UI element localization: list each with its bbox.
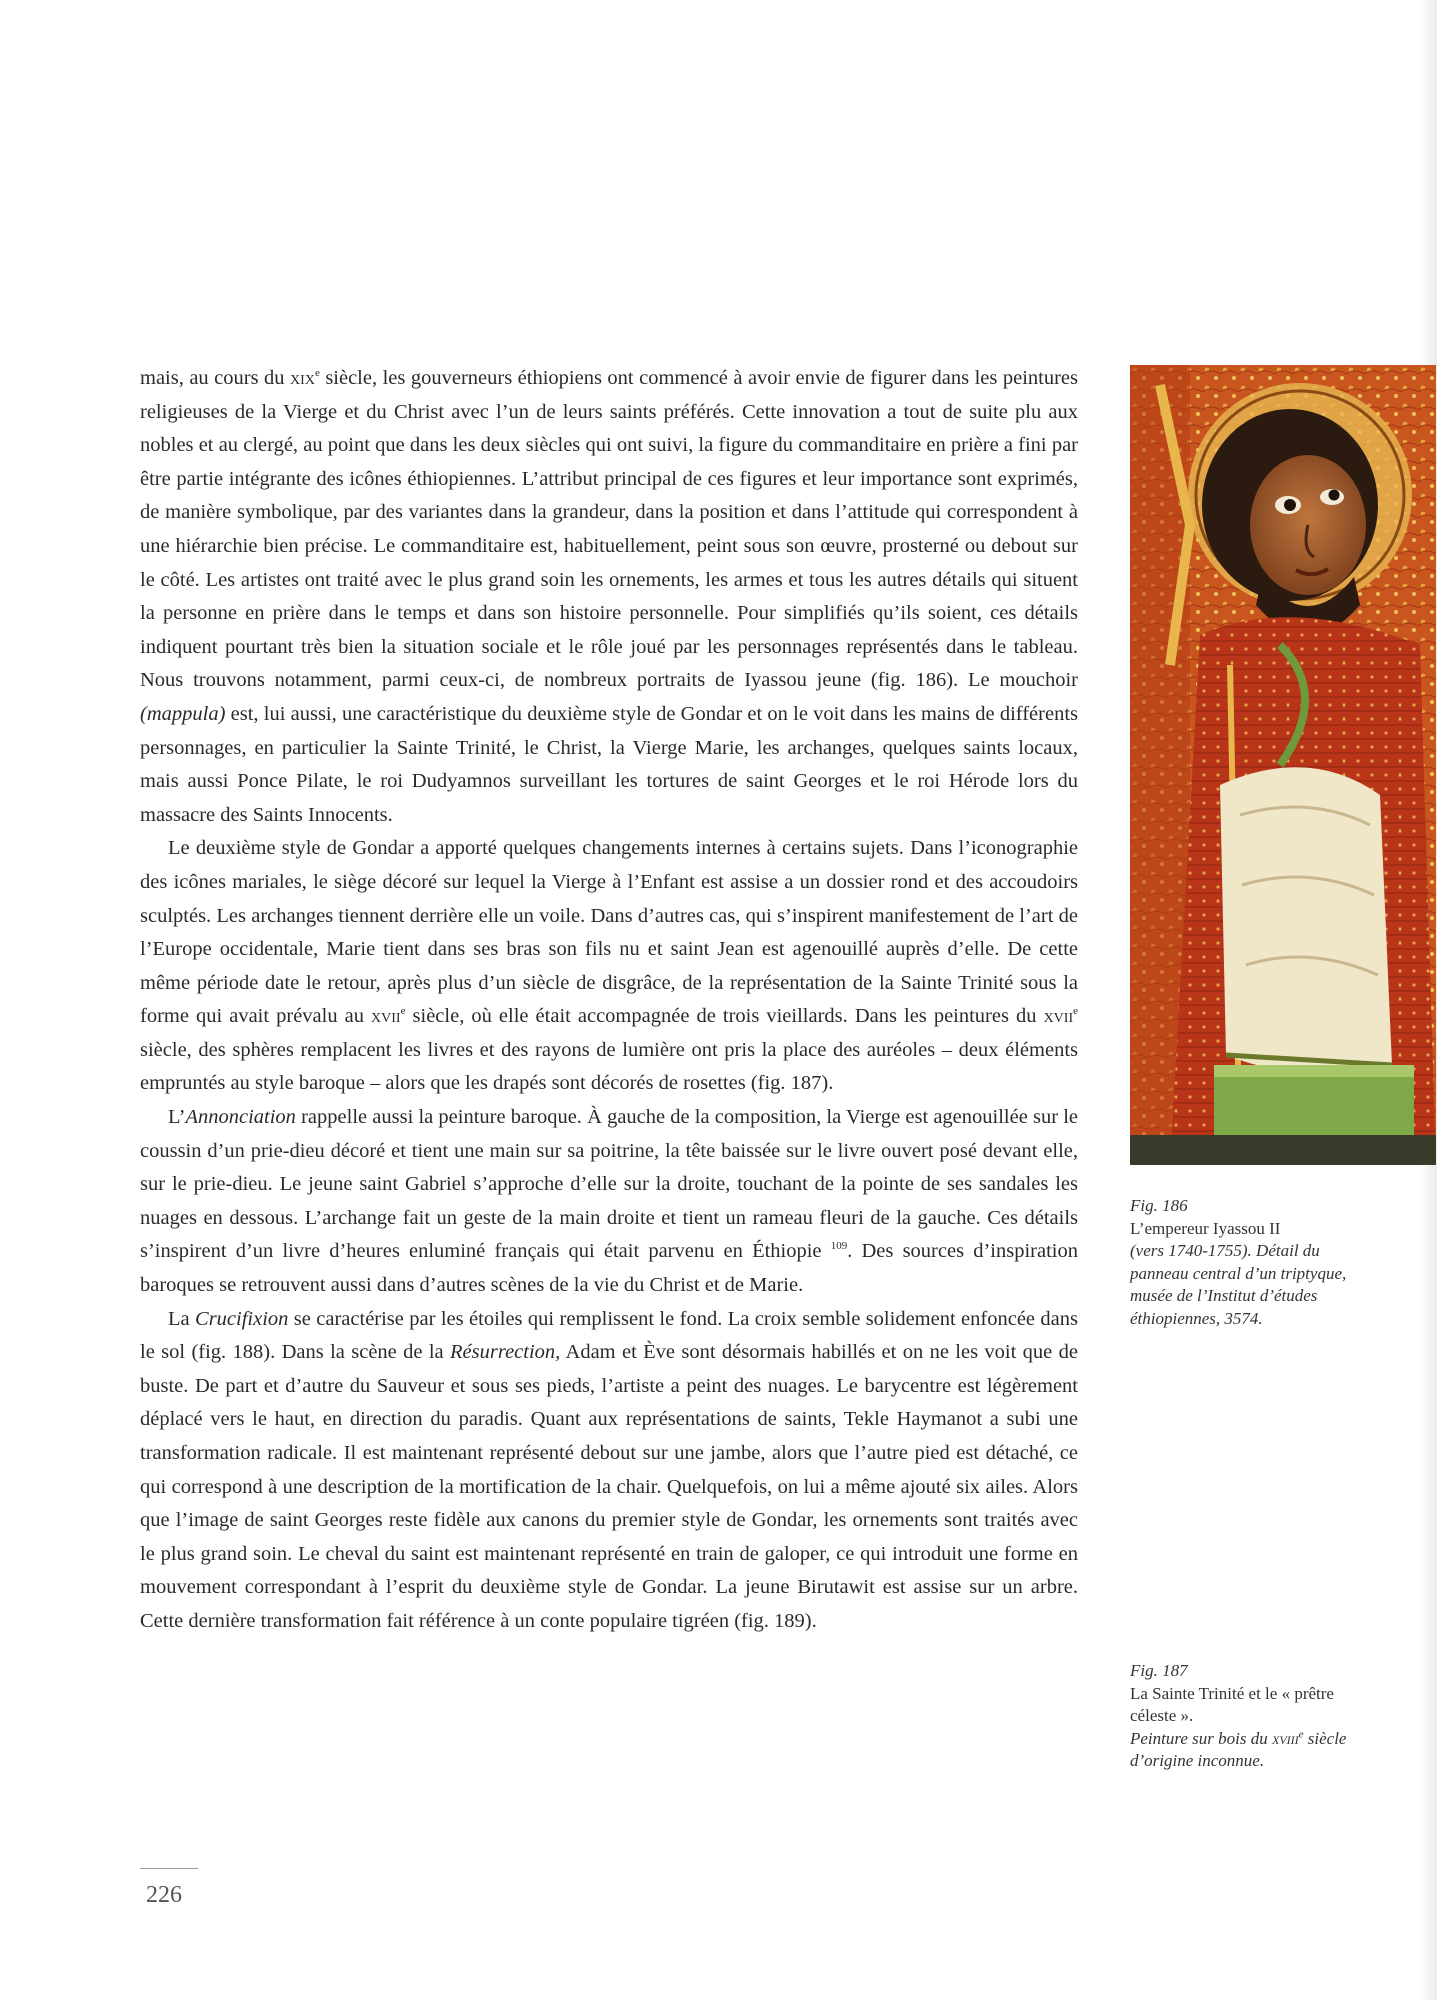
superscript: e (400, 1005, 406, 1018)
text-run: siècle, des sphères remplacent les livres et des rayons de lumière ont pris la place des auréoles – deux éléments empruntés au style baroque – alors que les drapés sont décorés de rosettes (fig. 187). (140, 1038, 1078, 1095)
text-run: siècle, les gouverneurs éthiopiens ont commencé à avoir envie de figurer dans les peintures religieuses de la Vierge et du Christ avec l’un de leurs saints préférés. Cette innovation a tout de suite plu aux nobles et au clergé, au point que dans les deux siècles qui ont suivi, la figure du commanditaire en prière a fini par être partie intégrante des icônes éthiopiennes. L’attribut principal de ces figures et leur importance sont exprimés, de manière symbolique, par des variantes dans la grandeur, dans la position et dans l’attitude qui correspondent à une hiérarchie bien précise. Le commanditaire est, habituellement, peint sous son œuvre, prosterné ou debout sur le côté. Les artistes ont traité avec le plus grand soin les ornements, les armes et tous les autres détails qui situent la personne en prière dans le temps et dans son histoire personnelle. Pour simplifiés qu’ils soient, ces détails indiquent pourtant très bien la situation sociale et le rôle joué par les personnages représentés dans le tableau. Nous trouvons notamment, parmi ceux-ci, de nombreux portraits de Iyassou jeune (fig. 186). Le mouchoir (140, 367, 1078, 692)
figure-186-image (1130, 365, 1436, 1165)
text-run: Adam et Ève sont désormais habillés et on ne les voit que de buste. De part et d’autre du Sauveur et sous ses pieds, l’artiste a peint des nuages. Le barycentre est légèrement déplacé vers le haut, en direction du paradis. Quant aux représentations de saints, Tekle Haymanot a subi une transformation radicale. Il est maintenant représenté debout sur une jambe, alors que l’autre pied est détaché, ce qui correspond à une description de la mortification de la chair. Quelquefois, on lui a même ajouté six ailes. Alors que l’image de saint Georges reste fidèle aux canons du premier style de Gondar, les ornements sont traités avec le plus grand soin. Le cheval du saint est maintenant représenté en train de galoper, ce qui introduit une forme en mouvement correspondant à l’esprit du deuxième style de Gondar. La jeune Birutawit est assise sur un arbre. Cette dernière transformation fait référence à un conte populaire tigréen (fig. 189). (140, 1341, 1078, 1632)
superscript: e (1298, 1727, 1304, 1740)
caption-detail: (vers 1740-1755). Détail du panneau central d’un triptyque, musée de l’Institut d’études éthiopiennes, 3574. (1130, 1241, 1347, 1328)
paragraph-1 (140, 362, 1078, 832)
figure-186-caption (1130, 1195, 1350, 1330)
superscript: e (314, 367, 320, 380)
text-run: siècle, où elle était accompagnée de trois vieillards. Dans les peintures du (405, 1005, 1044, 1028)
text-run: La (168, 1307, 196, 1330)
icon-painting (1130, 365, 1436, 1165)
text-run: Le deuxième style de Gondar a apporté quelques changements internes à certains sujets. Dans l’iconographie des icônes mariales, le siège décoré sur lequel la Vierge à l’Enfant est assise a un dossier rond et des accoudoirs sculptés. Les archanges tiennent derrière elle un voile. Dans d’autres cas, qui s’inspirent manifestement de l’art de l’Europe occidentale, Marie tient dans ses bras son fils nu et saint Jean est agenouillé auprès d’elle. De cette même période date le retour, après plus d’un siècle de disgrâce, de la représentation de la Sainte Trinité sous la forme qui avait prévalu au (140, 837, 1078, 1028)
century-numeral: xix (290, 367, 315, 389)
caption-title: L’empereur Iyassou II (1130, 1218, 1281, 1238)
century-numeral: xvii (1043, 1005, 1074, 1028)
century-numeral: xviii (1271, 1728, 1299, 1748)
italic-term: (mappula) (140, 702, 226, 725)
text-run: . Des sources d’inspiration baroques se retrouvent aussi dans d’autres scènes de la vie du Christ et de Marie. (140, 1240, 1078, 1297)
caption-detail (1130, 1728, 1350, 1773)
page-number: 226 (146, 1882, 182, 1908)
text-run: mais, au cours du (140, 367, 291, 389)
main-text-column (140, 362, 1078, 1639)
century-numeral: xvii (371, 1005, 401, 1028)
italic-title: Résurrection, (450, 1341, 561, 1364)
footnote-ref: 109 (830, 1240, 848, 1253)
caption-label: Fig. 187 (1130, 1661, 1188, 1680)
text-run: rappelle aussi la peinture baroque. À gauche de la composition, la Vierge est agenouillée sur le coussin d’un prie-dieu décoré et tient une main sur sa poitrine, la tête baissée sur le livre ouvert posé devant elle, sur le prie-dieu. Le jeune saint Gabriel s’approche d’elle sur la droite, touchant de la pointe de ses sandales les nuages en dessous. L’archange fait un geste de la main droite et tient un rameau fleuri de la gauche. Ces détails s’inspirent d’un livre d’heures enluminé français qui était parvenu en Éthiopie (140, 1106, 1078, 1263)
paragraph-4 (140, 1303, 1078, 1639)
italic-title: Annonciation (185, 1106, 296, 1129)
text-run: se caractérise par les étoiles qui remplissent le fond. La croix semble solidement enfoncée dans le sol (fig. 188). Dans la scène de la (140, 1307, 1078, 1364)
paragraph-2 (140, 832, 1078, 1101)
paragraph-3 (140, 1101, 1078, 1303)
italic-title: Crucifixion (195, 1307, 289, 1330)
text-run: Peinture sur bois du (1130, 1728, 1272, 1748)
superscript: e (1073, 1005, 1078, 1018)
caption-title: La Sainte Trinité et le « prêtre céleste ». (1130, 1683, 1334, 1725)
figure-187-caption (1130, 1660, 1350, 1773)
text-run: est, lui aussi, une caractéristique du deuxième style de Gondar et on le voit dans les mains de différents personnages, en particulier la Sainte Trinité, le Christ, la Vierge Marie, les archanges, quelques saints locaux, mais aussi Ponce Pilate, le roi Dudyamnos surveillant les tortures de saint Georges et le roi Hérode lors du massacre des Saints Innocents. (140, 702, 1078, 826)
text-run: siècle d’origine inconnue. (1130, 1728, 1347, 1770)
caption-label: Fig. 186 (1130, 1196, 1188, 1215)
folio-rule (140, 1868, 198, 1869)
text-run: L’ (168, 1106, 186, 1129)
